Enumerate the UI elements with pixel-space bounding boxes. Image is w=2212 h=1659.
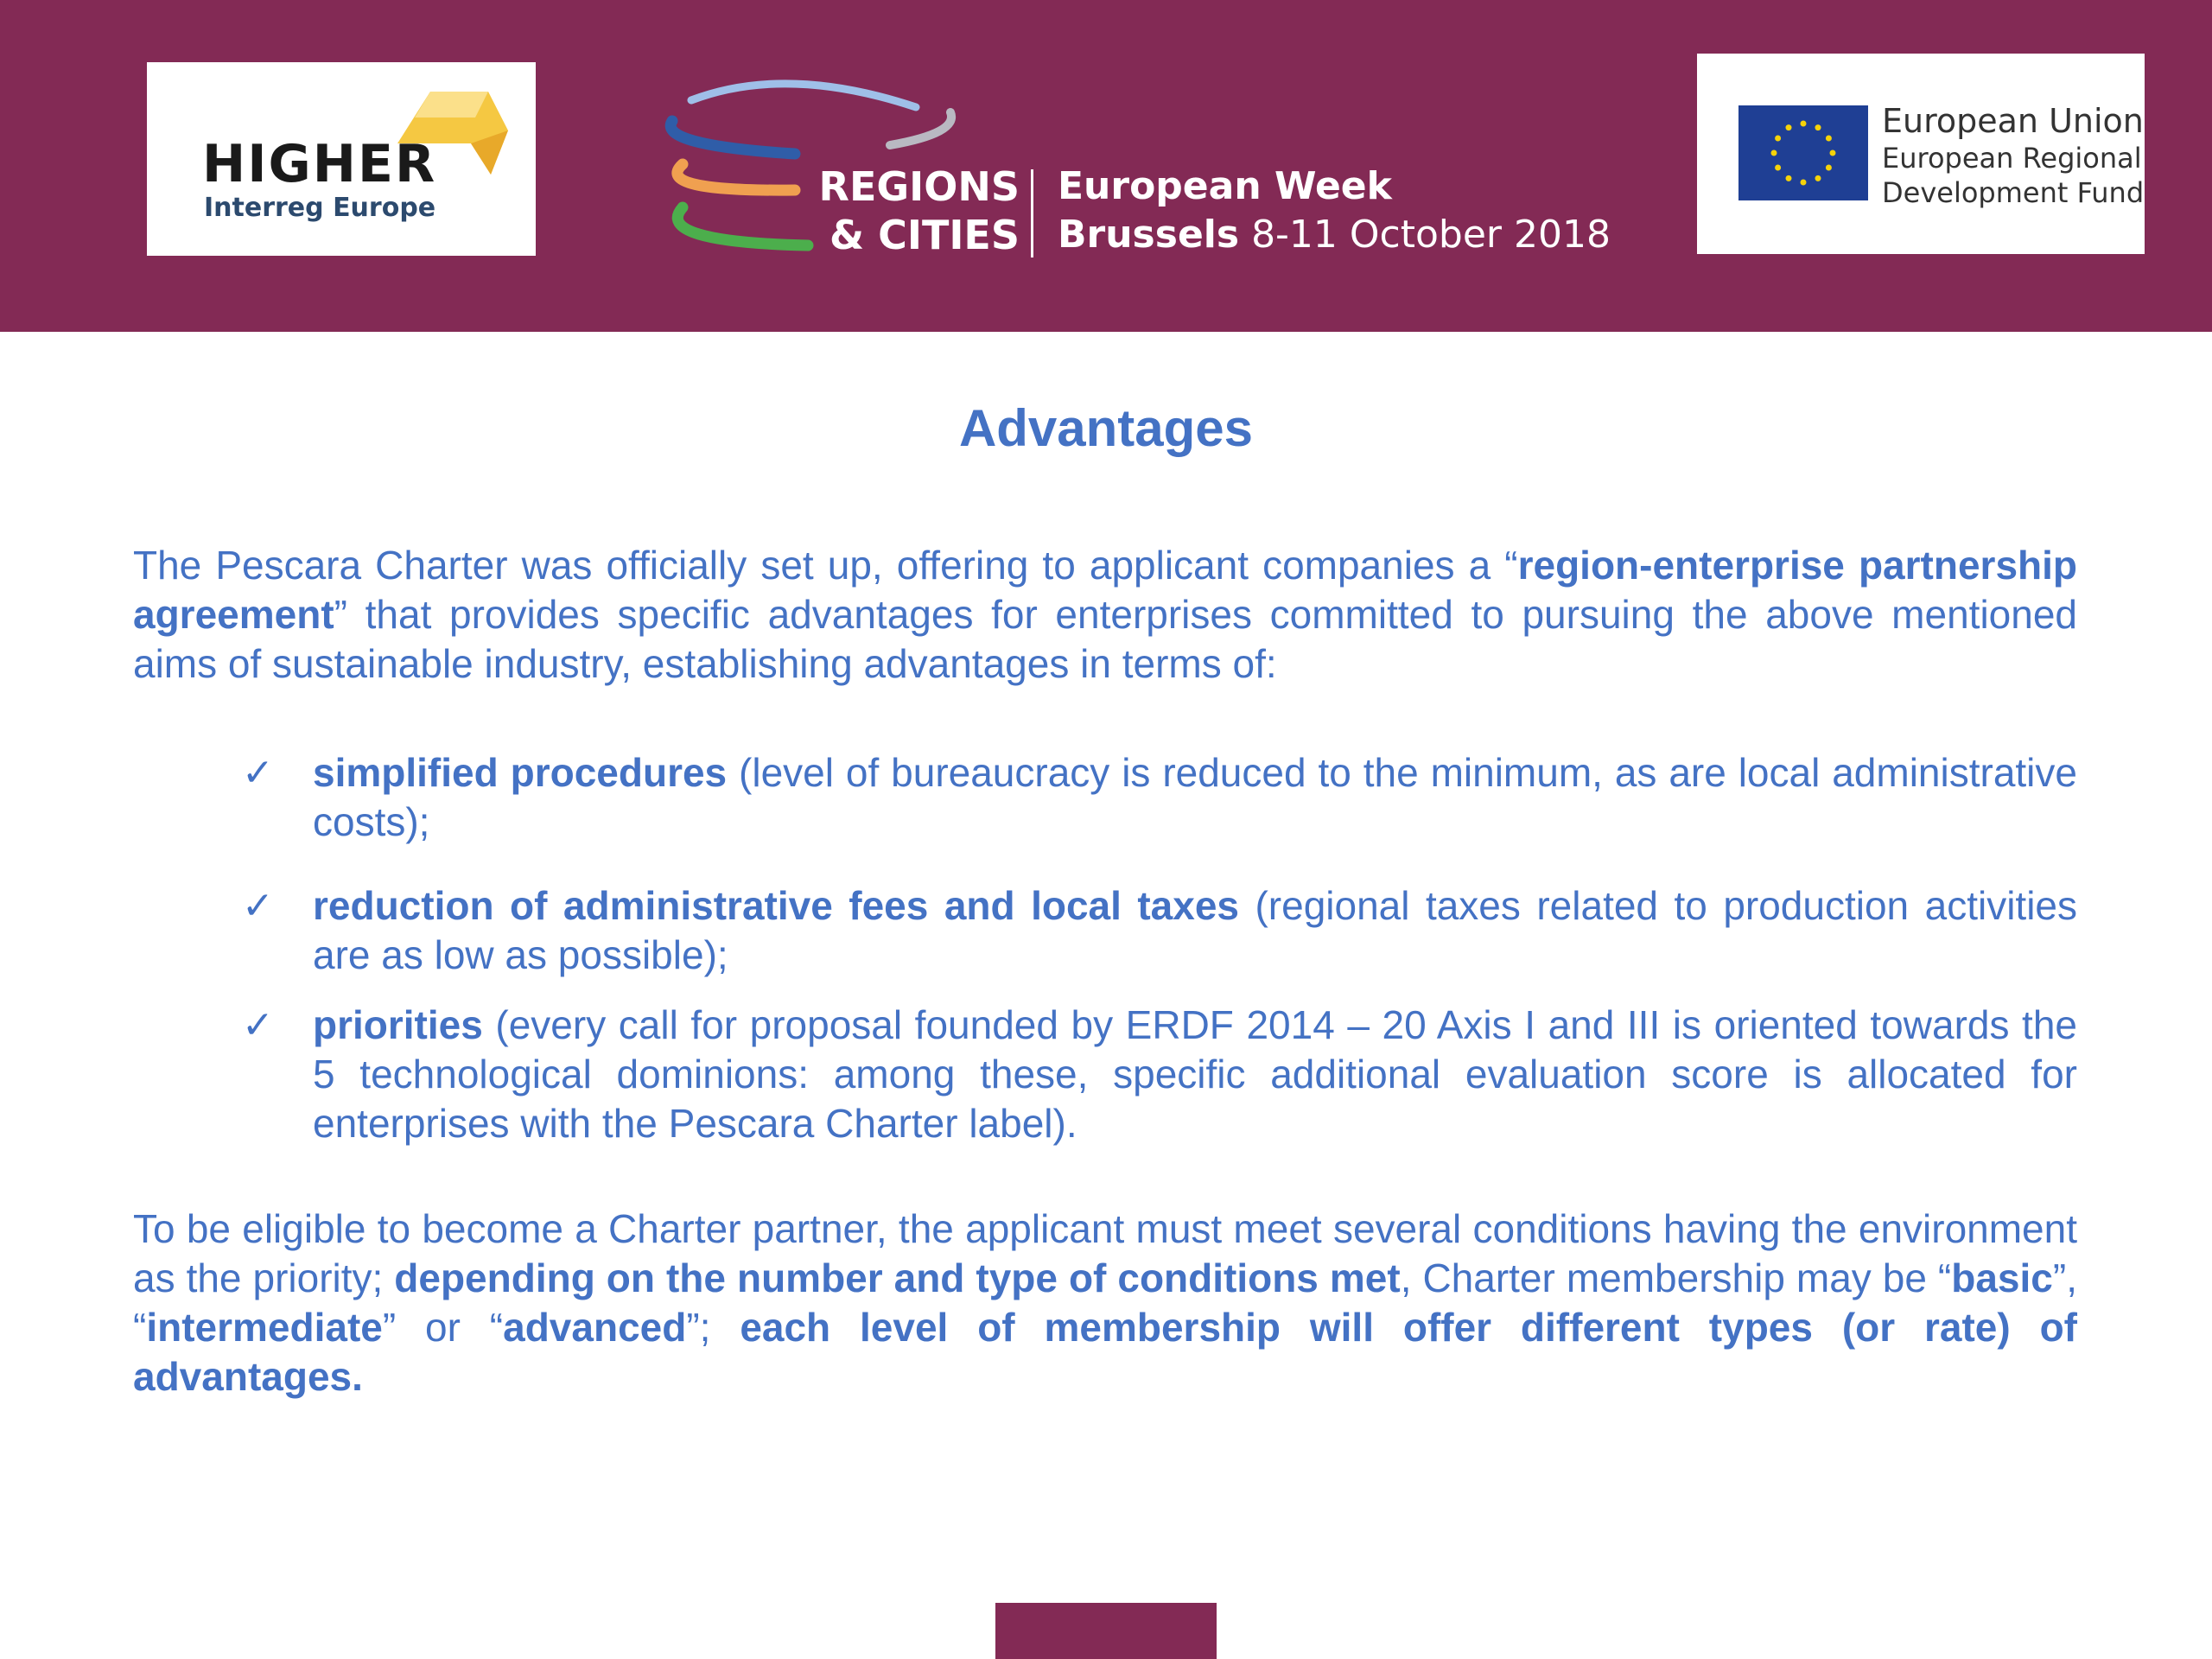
- closing-bold: each level of membership will offer different types (or rate) of advantages.: [133, 1305, 2077, 1399]
- bullet-bold: reduction of administrative fees and local taxes: [313, 883, 1240, 928]
- higher-logo-word: HIGHER: [202, 134, 437, 194]
- closing-paragraph: [133, 1205, 2077, 1402]
- intro-text: ” that provides specific advantages for enterprises committed to pursuing the above mentioned aims of sustainable industry, establishing advantages in terms of:: [133, 592, 2077, 686]
- closing-bold: basic: [1951, 1255, 2053, 1300]
- eu-erdf-logo: [1697, 54, 2145, 254]
- closing-text: ” or “: [382, 1305, 504, 1350]
- regions-cities-text: [812, 162, 1020, 259]
- bullet-text: [313, 1001, 2077, 1148]
- regions-line: REGIONS: [818, 163, 1020, 210]
- footer-accent-block: [995, 1603, 1217, 1659]
- bullet-rest: (every call for proposal founded by ERDF 2014 – 20 Axis I and III is oriented towards the 5 technological dominions: among these, specific additional evaluation score is allocated for enterprises with the Pescara Charter label).: [313, 1002, 2077, 1146]
- closing-text: , Charter membership may be “: [1400, 1255, 1952, 1300]
- check-icon: ✓: [242, 751, 274, 795]
- eu-logo-line1: European Union: [1882, 102, 2144, 140]
- logo-divider: [1031, 169, 1033, 257]
- check-icon: ✓: [242, 884, 274, 928]
- closing-text: ”, “: [133, 1255, 2077, 1350]
- bullet-rest: (level of bureaucracy is reduced to the minimum, as are local administrative costs);: [313, 750, 2077, 844]
- higher-interreg-logo: [147, 62, 536, 256]
- cities-line: & CITIES: [829, 212, 1020, 258]
- bullet-rest: (regional taxes related to production activities are as low as possible);: [313, 883, 2077, 977]
- eu-flag-icon: [1738, 105, 1868, 200]
- closing-bold: depending on the number and type of conditions met: [394, 1255, 1401, 1300]
- closing-text: ”;: [686, 1305, 741, 1350]
- closing-text: To be eligible to become a Charter partner, the applicant must meet several conditions having the environment as the priority;: [133, 1206, 2077, 1300]
- bullet-bold: priorities: [313, 1002, 483, 1047]
- closing-bold: intermediate: [146, 1305, 383, 1350]
- intro-paragraph: [133, 541, 2077, 689]
- intro-text: The Pescara Charter was officially set up, offering to applicant companies a “: [133, 543, 1518, 588]
- bullet-bold: simplified procedures: [313, 750, 728, 795]
- bullet-text: [313, 881, 2077, 980]
- higher-logo-subtitle: Interreg Europe: [204, 193, 436, 223]
- check-icon: ✓: [242, 1003, 274, 1047]
- event-city: Brussels: [1058, 213, 1240, 257]
- event-info: [1058, 162, 1611, 259]
- event-dates: 8-11 October 2018: [1251, 213, 1611, 257]
- header-banner: [0, 0, 2212, 332]
- intro-bold: region-enterprise partnership agreement: [133, 543, 2078, 637]
- regions-cities-logo: [657, 73, 1611, 263]
- event-name: European Week: [1058, 164, 1392, 208]
- bullet-text: [313, 748, 2077, 847]
- closing-bold: advanced: [503, 1305, 687, 1350]
- eu-logo-line3: Development Fund: [1882, 176, 2145, 209]
- slide-title: Advantages: [958, 399, 1254, 457]
- eu-logo-line2: European Regional: [1882, 142, 2142, 175]
